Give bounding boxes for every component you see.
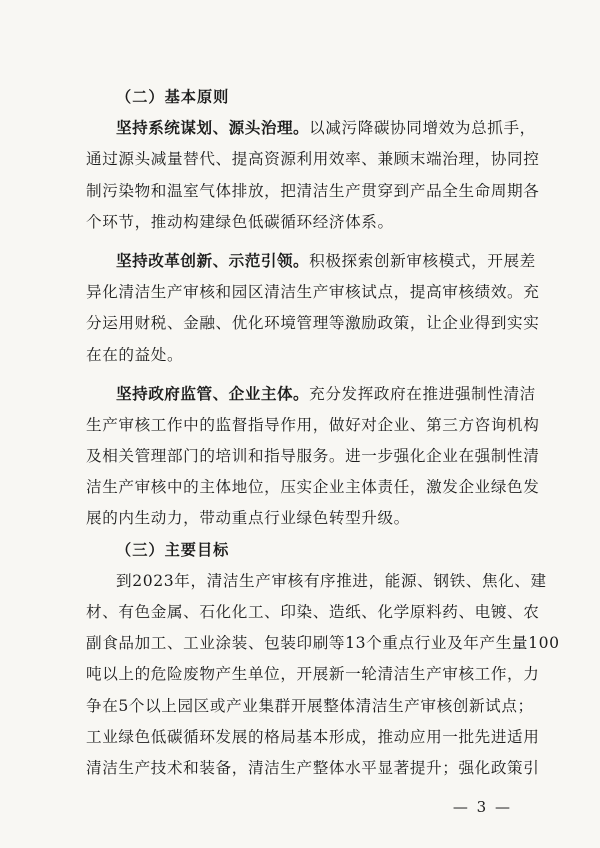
paragraph-line: 清洁生产技术和装备，清洁生产整体水平显著提升；强化政策引 <box>86 758 540 777</box>
paragraph-line: 工业绿色低碳循环发展的格局基本形成，推动应用一批先进适用 <box>86 727 540 746</box>
paragraph-line: 吨以上的危险废物产生单位，开展新一轮清洁生产审核工作，力 <box>86 665 540 684</box>
page-body <box>86 82 560 784</box>
paragraph-line: 个环节，推动构建绿色低碳循环经济体系。 <box>86 212 394 231</box>
paragraph-line: 争在5个以上园区或产业集群开展整体清洁生产审核创新试点； <box>86 696 534 715</box>
paragraph-line: 在在的益处。 <box>86 345 184 364</box>
paragraph-lead: 坚持系统谋划、源头治理。 <box>116 119 310 138</box>
paragraph-system-planning <box>86 113 540 238</box>
paragraph-line: 制污染物和温室气体排放，把清洁生产贯穿到产品全生命周期各 <box>86 181 540 200</box>
paragraph-line: 洁生产审核中的主体地位，压实企业主体责任，激发企业绿色发 <box>86 478 540 497</box>
paragraph-line: 展的内生动力，带动重点行业绿色转型升级。 <box>86 509 410 528</box>
paragraph-line: 分运用财税、金融、优化环境管理等激励政策，让企业得到实实 <box>86 314 540 333</box>
paragraph-main-goals <box>86 566 560 784</box>
paragraph-text: 充分发挥政府在推进强制性清洁 <box>309 384 536 403</box>
page-number: — 3 — <box>452 798 512 816</box>
paragraph-line: 通过源头减量替代、提高资源利用效率、兼顾末端治理，协同控 <box>86 150 540 169</box>
paragraph-government-supervision <box>86 379 540 535</box>
paragraph-text: 积极探索创新审核模式，开展差 <box>309 251 536 270</box>
paragraph-line: 及相关管理部门的培训和指导服务。进一步强化企业在强制性清 <box>86 447 540 466</box>
paragraph-line: 到2023年，清洁生产审核有序推进，能源、钢铁、焦化、建 <box>116 571 547 590</box>
paragraph-line: 副食品加工、工业涂装、包装印刷等13个重点行业及年产生量100 <box>86 634 560 653</box>
paragraph-text: 以减污降碳协同增效为总抓手， <box>309 119 536 138</box>
paragraph-lead: 坚持政府监管、企业主体。 <box>116 384 310 403</box>
paragraph-line: 材、有色金属、石化化工、印染、造纸、化学原料药、电镀、农 <box>86 603 540 621</box>
paragraph-lead: 坚持改革创新、示范引领。 <box>116 251 310 270</box>
section-heading-main-goals: （三）主要目标 <box>116 540 230 559</box>
paragraph-reform-innovation <box>86 246 540 371</box>
section-heading-basic-principles: （二）基本原则 <box>116 88 230 106</box>
paragraph-line: 生产审核工作中的监督指导作用，做好对企业、第三方咨询机构 <box>86 415 540 434</box>
paragraph-line: 异化清洁生产审核和园区清洁生产审核试点，提高审核绩效。充 <box>86 283 540 302</box>
